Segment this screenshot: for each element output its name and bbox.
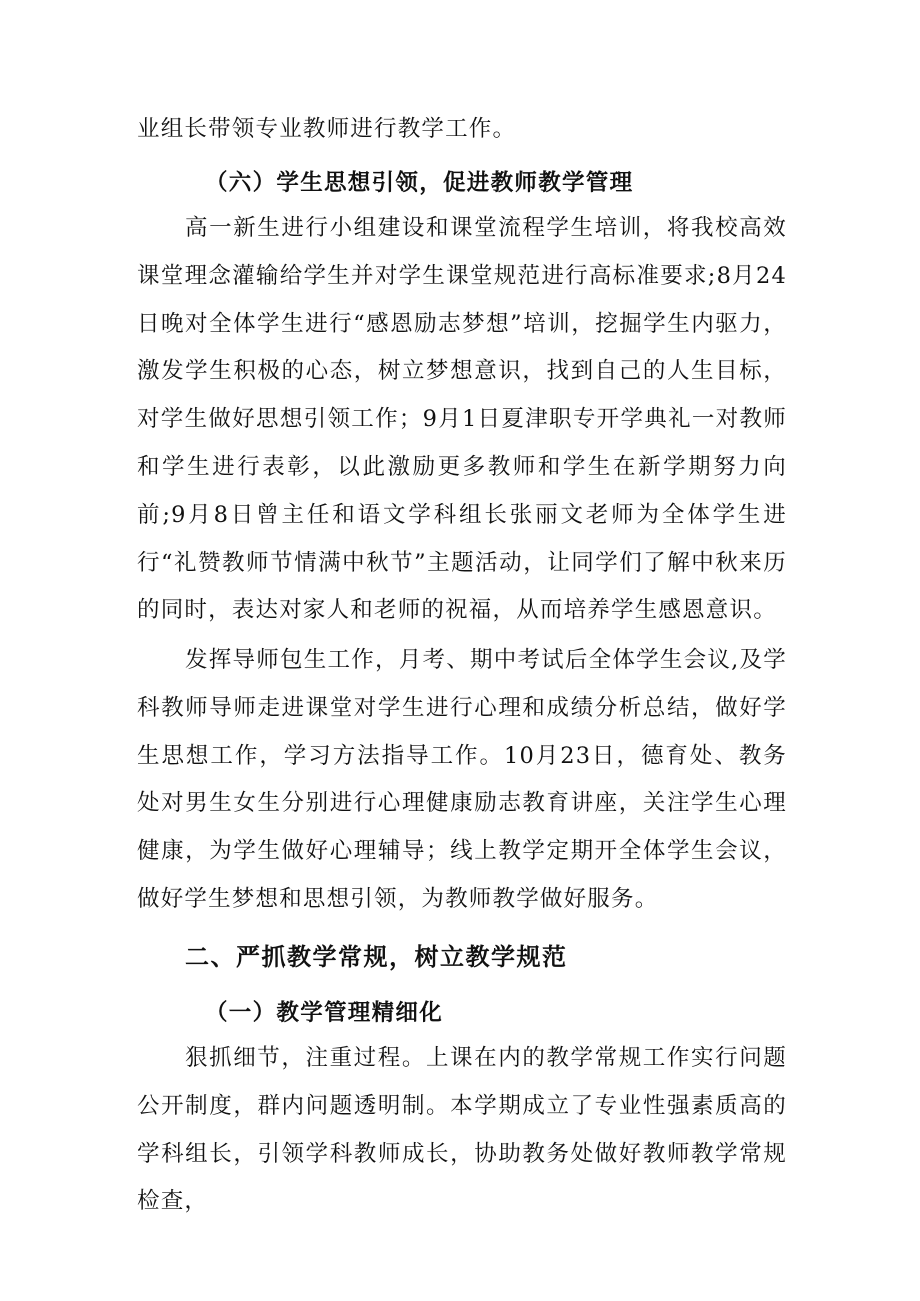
paragraph-student-guidance: 高一新生进行小组建设和课堂流程学生培训，将我校高效课堂理念灌输给学生并对学生课堂规范进行高标准要求;8月24日晚对全体学生进行“感恩励志梦想”培训，挖掘学生内驱力，激发学生积极的心态，树立梦想意识，找到自己的人生目标，对学生做好思想引领工作；9月1日夏津职专开学典礼一对教师和学生进行表彰，以此激励更多教师和学生在新学期努力向前;9月8日曾主任和语文学科组长张丽文老师为全体学生进行“礼赞教师节情满中秋节”主题活动，让同学们了解中秋来历的同时，表达对家人和老师的祝福，从而培养学生感恩意识。 — [137, 215, 787, 624]
paragraph-teaching-management: 狠抓细节，注重过程。上课在内的教学常规工作实行问题公开制度，群内问题透明制。本学期成立了专业性强素质高的学科组长，引领学科教师成长，协助教务处做好教师教学常规检查， — [137, 1045, 787, 1215]
part-heading-2: 二、严抓教学常规，树立教学规范 — [185, 943, 568, 971]
paragraph-continuation: 业组长带领专业教师进行教学工作。 — [137, 116, 517, 142]
paragraph-mentor-work: 发挥导师包生工作，月考、期中考试后全体学生会议,及学科教师导师走进课堂对学生进行心理和成绩分析总结，做好学生思想工作，学习方法指导工作。10月23日，德育处、教务处对男生女生分别进行心理健康励志教育讲座，关注学生心理健康，为学生做好心理辅导；线上教学定期开全体学生会议，做好学生梦想和思想引领，为教师教学做好服务。 — [137, 647, 787, 912]
section-heading-1: （一）教学管理精细化 — [205, 1000, 444, 1026]
section-heading-6: （六）学生思想引领，促进教师教学管理 — [205, 170, 634, 196]
